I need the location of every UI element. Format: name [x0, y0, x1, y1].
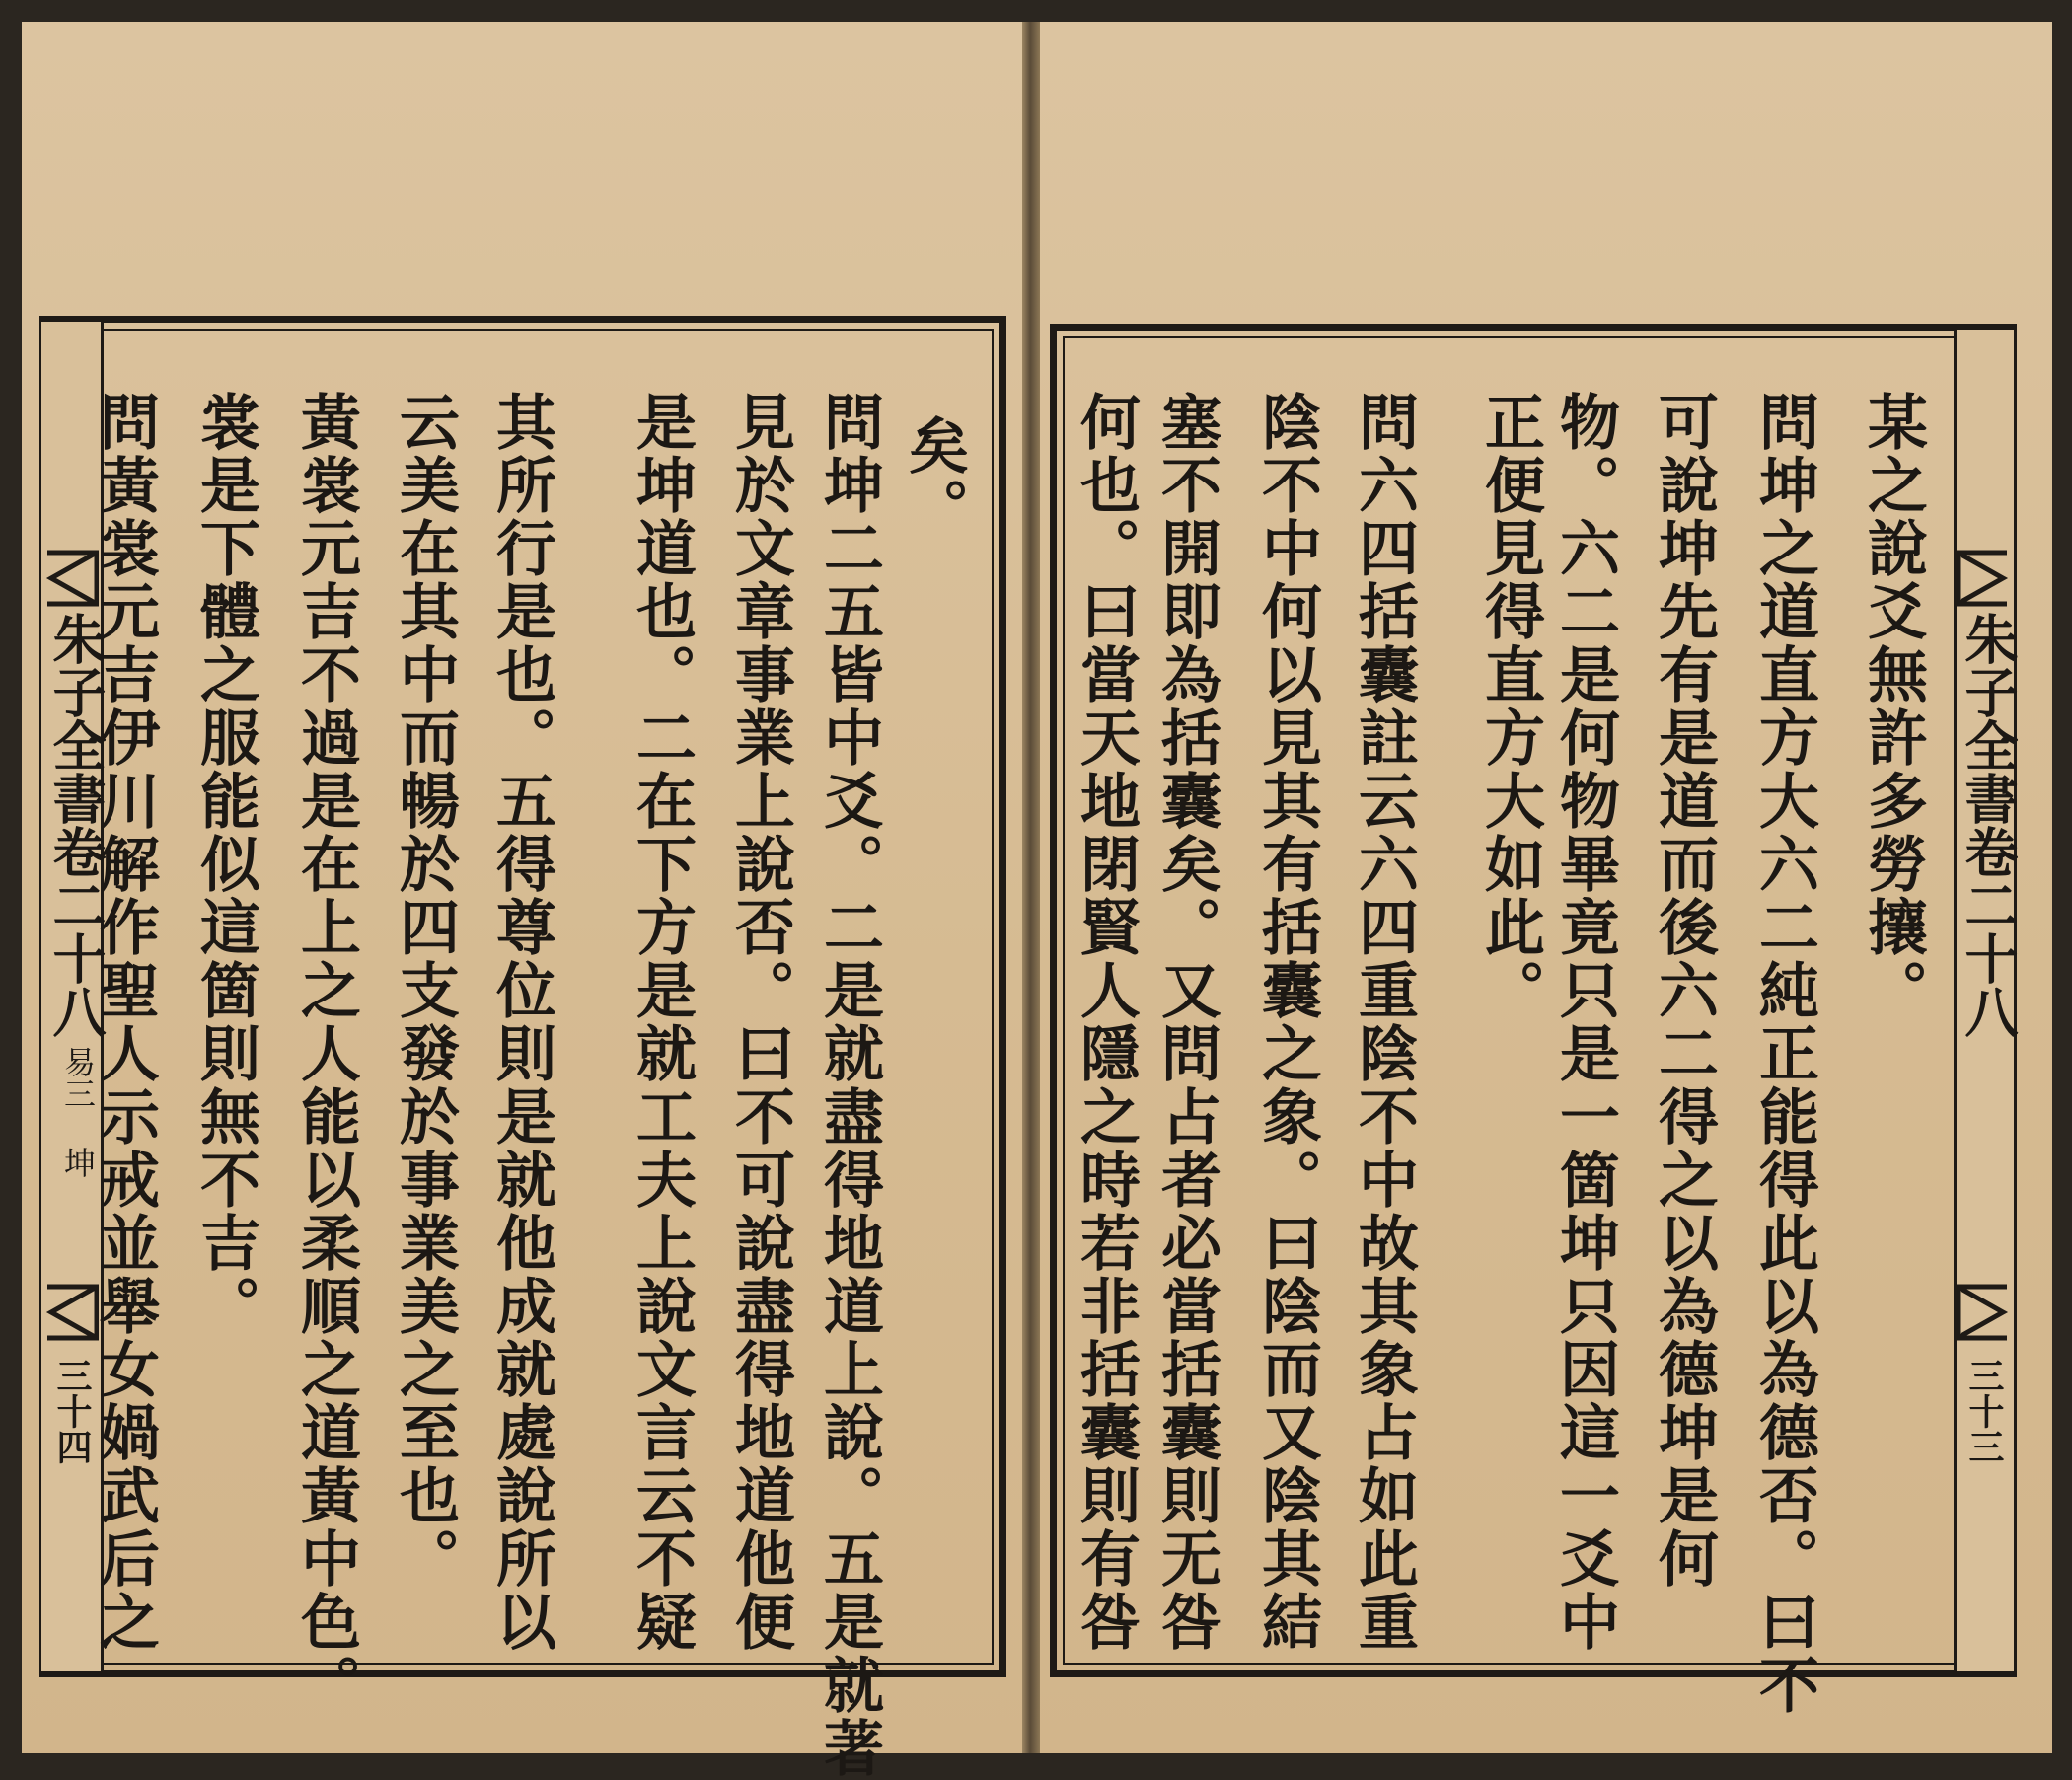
right-col-5: 正便見得直方大如此。 — [1475, 391, 1545, 1022]
left-center-subtitle: 易三 坤 — [59, 1046, 97, 1178]
fish-tail-mark-bottom-right — [1956, 1283, 2009, 1342]
right-col-3: 可說坤先有是道而後六二得之以為德坤是何 — [1649, 391, 1719, 1591]
right-col-4: 物。六二是何物畢竟只是一箇坤只因這一爻中 — [1550, 391, 1620, 1654]
right-col-2: 問坤之道直方大六二純正能得此以為德否。曰不 — [1749, 391, 1819, 1717]
left-col-8: 裳是下體之服能似這箇則無不吉。 — [190, 391, 260, 1338]
left-col-7: 黃裳元吉不過是在上之人能以柔順之道黃中色。 — [291, 391, 361, 1717]
left-col-4: 是坤道也。二在下方是就工夫上說文言云不疑 — [627, 391, 697, 1654]
left-col-2: 問坤二五皆中爻。二是就盡得地道上說。五是就著 — [814, 391, 884, 1780]
right-col-1: 某之說爻無許多勞攘。 — [1858, 391, 1928, 1022]
left-col-1: 矣。 — [899, 414, 969, 541]
left-col-3: 見於文章事業上說否。曰不可說盡得地道他便 — [725, 391, 795, 1654]
left-col-9: 問黃裳元吉伊川解作聖人示戒並舉女媧武后之 — [90, 391, 160, 1654]
right-col-7: 陰不中何以見其有括囊之象。曰陰而又陰其結 — [1252, 391, 1322, 1654]
right-leaf-number: 三十三 — [1963, 1358, 2005, 1464]
left-col-5: 其所行是也。五得尊位則是就他成就處說所以 — [486, 391, 556, 1654]
right-col-8: 塞不開即為括囊矣。又問占者必當括囊則无咎 — [1151, 391, 1221, 1654]
left-col-6: 云美在其中而暢於四支發於事業美之至也。 — [390, 391, 460, 1591]
left-center-title: 朱子全書卷二十八 — [44, 612, 108, 1038]
fish-tail-mark-top-right — [1956, 549, 2009, 608]
book-gutter — [1022, 22, 1040, 1753]
right-col-6: 問六四括囊註云六四重陰不中故其象占如此重 — [1349, 391, 1419, 1654]
left-leaf-number: 三十四 — [51, 1358, 93, 1464]
right-col-9: 何也。曰當天地閉賢人隱之時若非括囊則有咎 — [1071, 391, 1141, 1654]
right-center-title: 朱子全書卷二十八 — [1957, 612, 2020, 1038]
